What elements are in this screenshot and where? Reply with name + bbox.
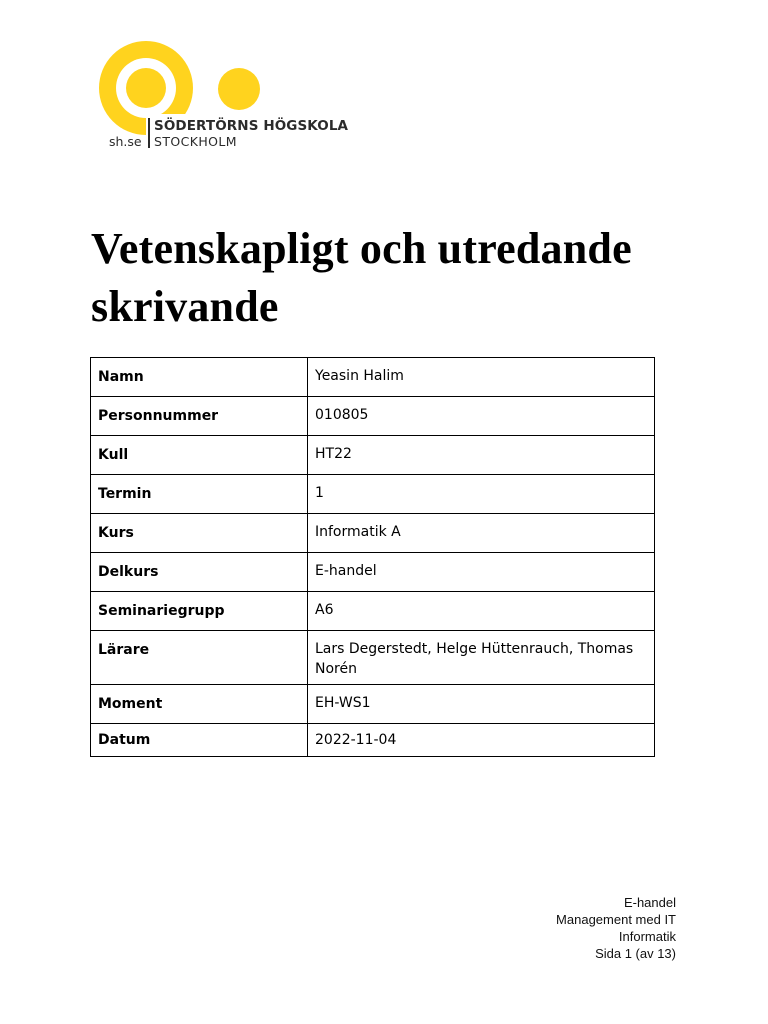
- footer-program: Management med IT: [556, 912, 676, 927]
- row-value: 1: [308, 475, 655, 514]
- school-logo: [90, 38, 350, 150]
- row-label: Seminariegrupp: [91, 592, 308, 631]
- row-label: Delkurs: [91, 553, 308, 592]
- table-row: [91, 592, 655, 631]
- row-value: 010805: [308, 397, 655, 436]
- row-label: Kurs: [91, 514, 308, 553]
- logo-school-name: SÖDERTÖRNS HÖGSKOLA: [154, 118, 349, 134]
- table-row: [91, 724, 655, 757]
- row-value: Yeasin Halim: [308, 358, 655, 397]
- table-row: [91, 436, 655, 475]
- logo-site: sh.se: [109, 134, 142, 149]
- table-row: [91, 514, 655, 553]
- logo-divider: [148, 118, 150, 148]
- table-row: [91, 631, 655, 685]
- logo-city: STOCKHOLM: [154, 134, 237, 149]
- footer-page-number: Sida 1 (av 13): [595, 946, 676, 961]
- row-label: Lärare: [91, 631, 308, 685]
- row-label: Moment: [91, 685, 308, 724]
- table-row: [91, 358, 655, 397]
- row-label: Namn: [91, 358, 308, 397]
- table-row: [91, 397, 655, 436]
- row-value: EH-WS1: [308, 685, 655, 724]
- row-value: E-handel: [308, 553, 655, 592]
- row-label: Datum: [91, 724, 308, 757]
- document-title: Vetenskapligt och utredande skrivande: [91, 224, 632, 331]
- row-value: 2022-11-04: [308, 724, 655, 757]
- info-table: [90, 357, 655, 757]
- table-row: [91, 685, 655, 724]
- row-value: Informatik A: [308, 514, 655, 553]
- table-row: [91, 553, 655, 592]
- footer-course: E-handel: [623, 895, 676, 910]
- table-row: [91, 475, 655, 514]
- row-label: Personnummer: [91, 397, 308, 436]
- row-label: Kull: [91, 436, 308, 475]
- row-value: A6: [308, 592, 655, 631]
- row-value: HT22: [308, 436, 655, 475]
- row-value: Lars Degerstedt, Helge Hüttenrauch, Thomas Norén: [308, 631, 655, 685]
- footer-subject: Informatik: [618, 929, 676, 944]
- row-label: Termin: [91, 475, 308, 514]
- page-footer: [556, 894, 676, 962]
